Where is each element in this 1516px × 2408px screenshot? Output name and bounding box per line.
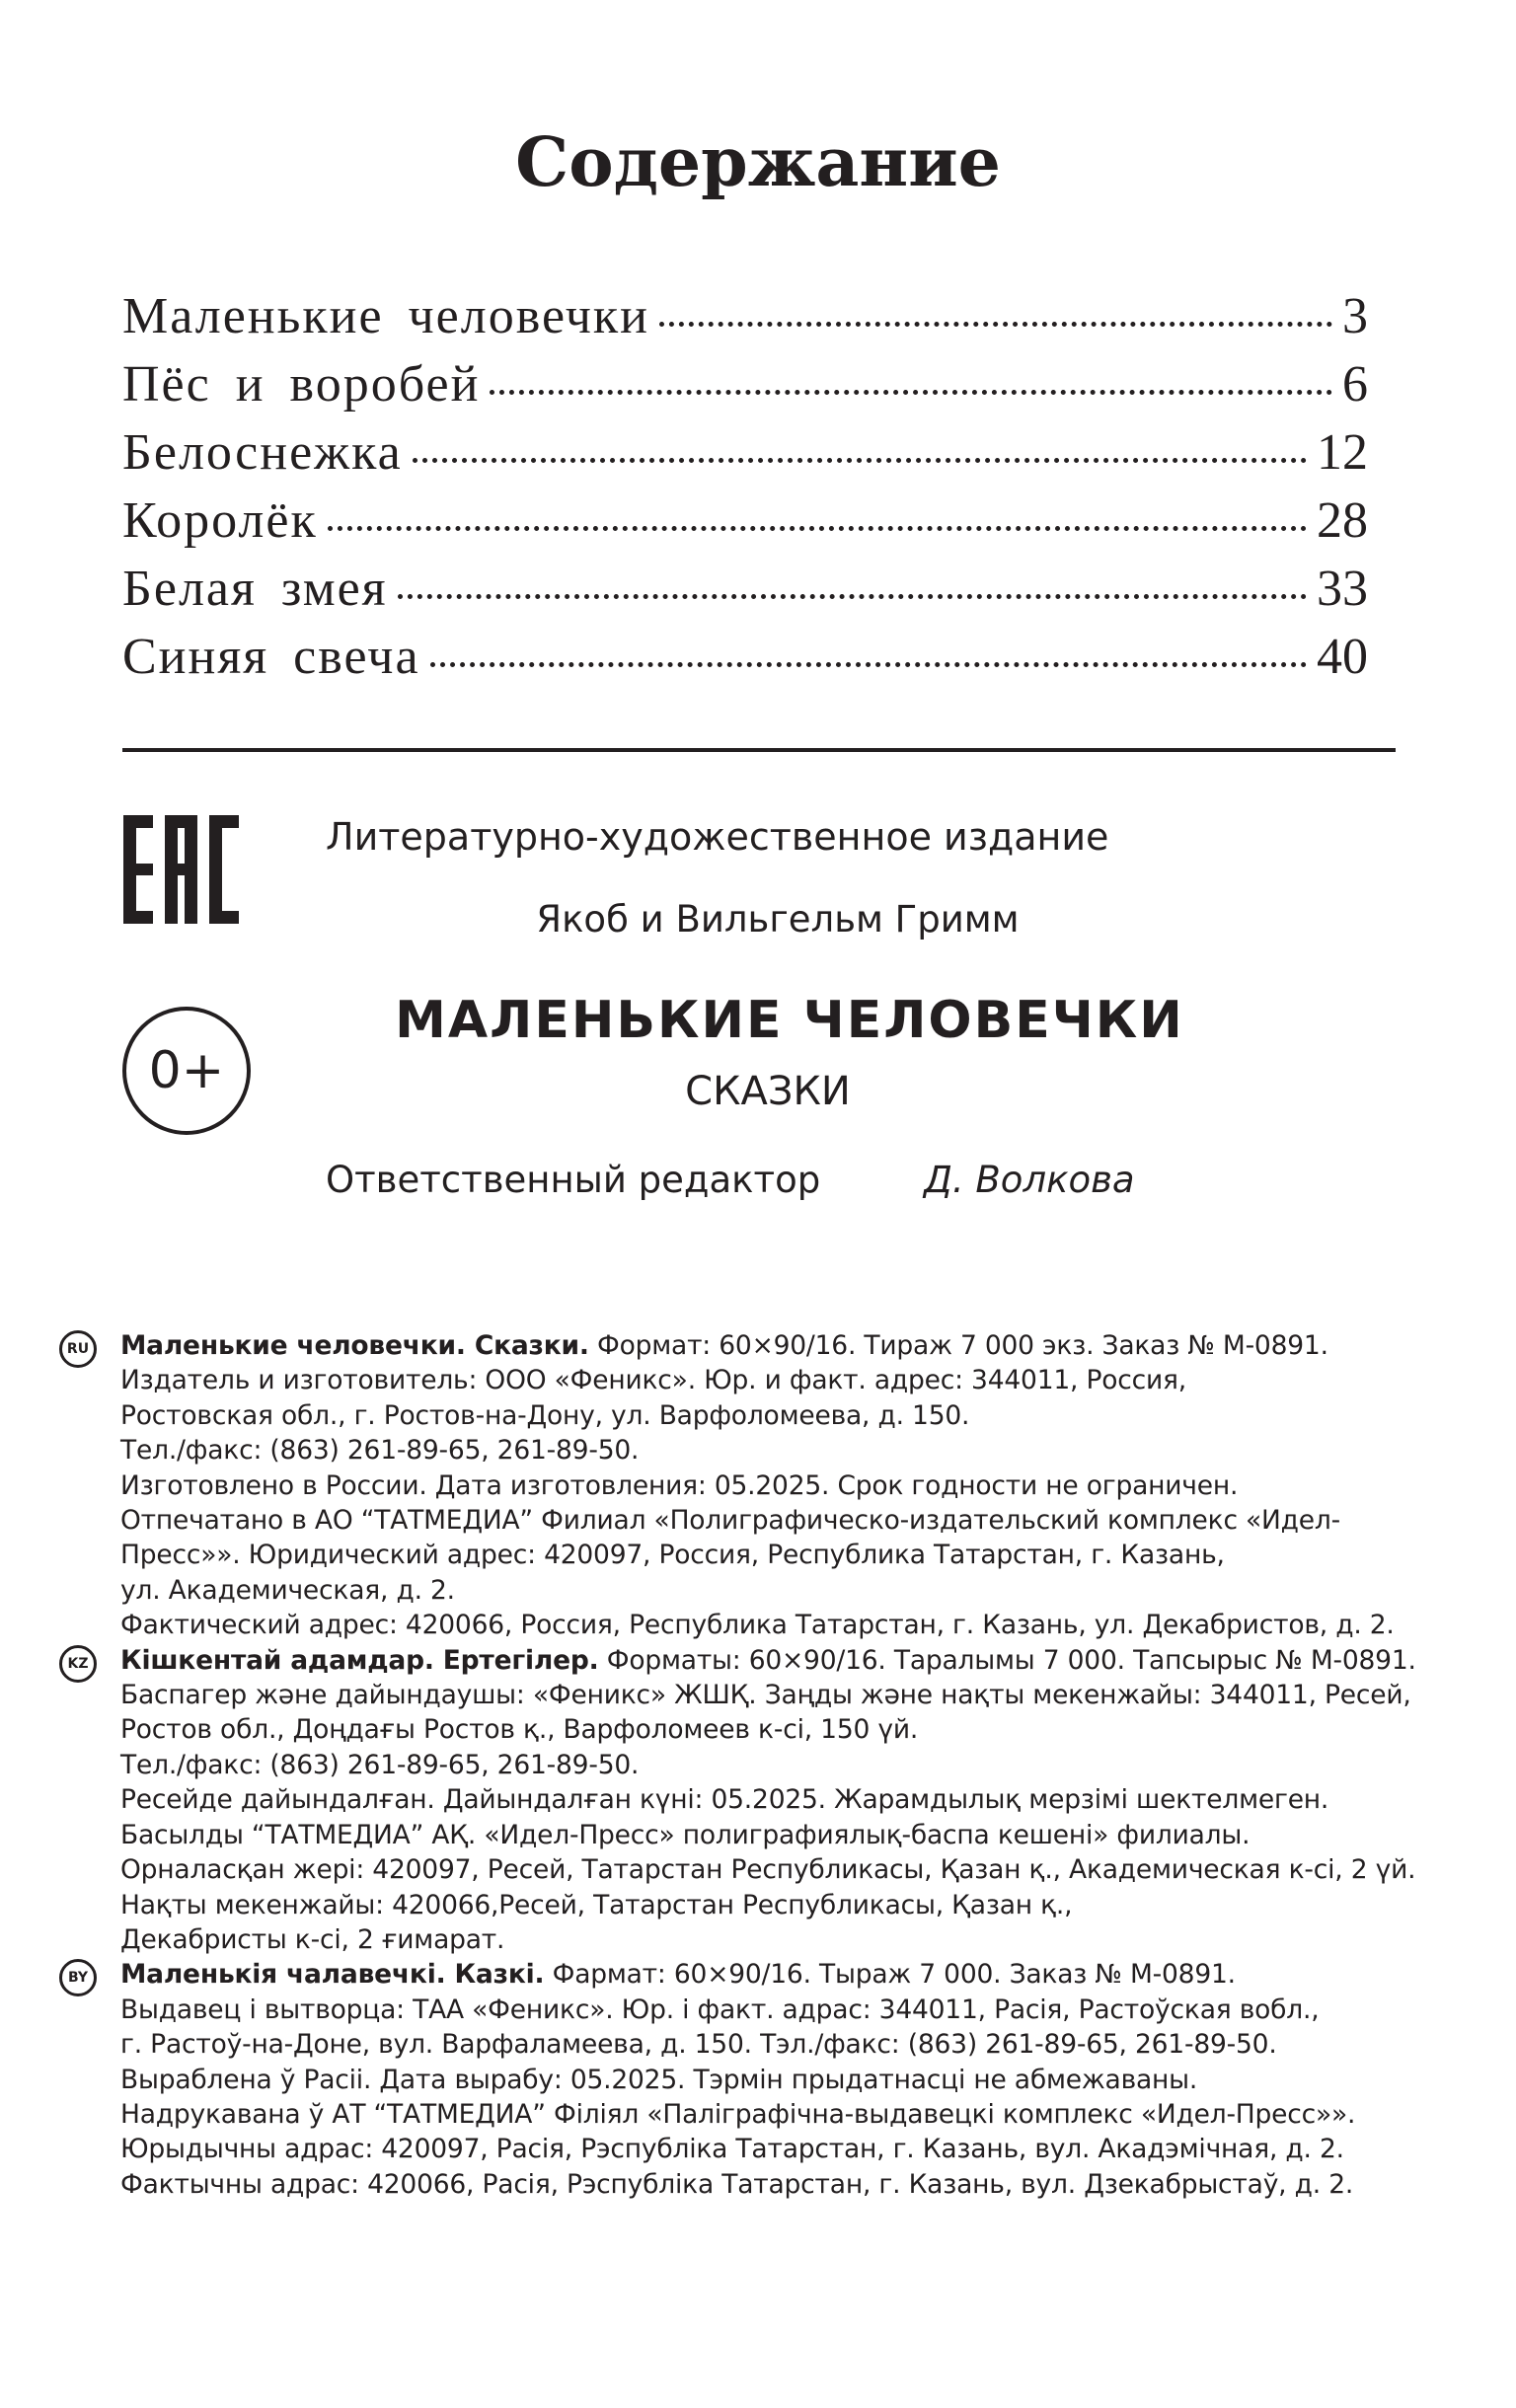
toc-entry-page: 28 xyxy=(1317,492,1368,549)
imprint-ru xyxy=(59,1328,1480,1643)
editor-name: Д. Волкова xyxy=(924,1159,1135,1201)
toc-entry-page: 6 xyxy=(1342,356,1368,413)
imprint-line: Надрукавана ў АТ “ТАТМЕДИА” Філіял «Паліграфічна-выдавецкі комплекс «Идел-Пресс»». xyxy=(120,2098,1356,2130)
imprint-lead-details: Формат: 60×90/16. Тираж 7 000 экз. Заказ № М-0891. xyxy=(588,1330,1328,1361)
imprint-line: Орналасқан жері: 420097, Ресей, Татарстан Республикасы, Қазан қ., Академическая к-сі, 2 үй. xyxy=(120,1854,1416,1886)
imprint-line: Декабристы к-сі, 2 ғимарат. xyxy=(120,1923,505,1955)
authors: Якоб и Вильгельм Гримм xyxy=(536,898,1020,941)
book-title: МАЛЕНЬКИЕ ЧЕЛОВЕЧКИ xyxy=(395,991,1184,1050)
imprint-by xyxy=(59,1957,1480,2202)
imprint-line: Пресс»». Юридический адрес: 420097, Россия, Республика Татарстан, г. Казань, xyxy=(120,1540,1225,1571)
edition-type: Литературно-художественное издание xyxy=(326,815,1109,859)
imprint-line: Тел./факс: (863) 261-89-65, 261-89-50. xyxy=(120,1749,640,1780)
imprint-line: Баспагер және дайындаушы: «Феникс» ЖШҚ. Заңды және нақты мекенжайы: 344011, Ресей, xyxy=(120,1680,1411,1711)
toc-entry-title: Маленькие человечки xyxy=(122,288,649,344)
imprint-line: г. Растоў-на-Доне, вул. Варфаламеева, д. 150. Тэл./факс: (863) 261-89-65, 261-89-50. xyxy=(120,2029,1277,2061)
imprint-line: Отпечатано в АО “ТАТМЕДИА” Филиал «Полиграфическо-издательский комплекс «Идел- xyxy=(120,1505,1340,1537)
imprint-line: Басылды “ТАТМЕДИА” АҚ. «Идел-Пресс» полиграфиялық-баспа кешені» филиалы. xyxy=(120,1819,1251,1850)
imprint-lead-details: Форматы: 60×90/16. Таралымы 7 000. Тапсырыс № М-0891. xyxy=(598,1644,1416,1676)
book-genre: СКАЗКИ xyxy=(685,1069,851,1114)
imprint-kz xyxy=(59,1643,1480,1958)
language-badge-ru: RU xyxy=(59,1330,97,1368)
contents-heading: Содержание xyxy=(515,123,1001,202)
imprint-line: Юрыдычны адрас: 420097, Расія, Рэспубліка Татарстан, г. Казань, вул. Акадэмічная, д. 2. xyxy=(120,2134,1344,2165)
toc-leader-dots xyxy=(490,390,1332,395)
toc-leader-dots xyxy=(328,526,1307,531)
imprint-line: Выдавец і вытворца: ТАА «Феникс». Юр. і факт. адрас: 344011, Расія, Растоўская вобл., xyxy=(120,1994,1320,2025)
toc-entry-title: Белоснежка xyxy=(122,424,403,481)
section-divider xyxy=(122,748,1396,752)
toc-entry xyxy=(122,282,1368,350)
age-rating-badge: 0+ xyxy=(122,1007,251,1135)
imprint-line: Нақты мекенжайы: 420066,Ресей, Татарстан Республикасы, Қазан қ., xyxy=(120,1889,1073,1920)
imprint-line: Фактический адрес: 420066, Россия, Республика Татарстан, г. Казань, ул. Декабристов, д. 2. xyxy=(120,1610,1395,1641)
imprint-line: Издатель и изготовитель: ООО «Феникс». Юр. и факт. адрес: 344011, Россия, xyxy=(120,1365,1186,1396)
imprint-block xyxy=(59,1328,1480,2202)
toc-entry-page: 40 xyxy=(1317,629,1368,685)
table-of-contents xyxy=(122,282,1368,691)
language-badge-kz: KZ xyxy=(59,1645,97,1683)
toc-entry-title: Королёк xyxy=(122,492,318,549)
toc-entry xyxy=(122,418,1368,487)
toc-leader-dots xyxy=(413,458,1307,463)
imprint-lead-title: Маленькія чалавечкі. Казкі. xyxy=(120,1959,545,1991)
imprint-lead xyxy=(120,1643,1480,1678)
toc-leader-dots xyxy=(398,594,1307,599)
imprint-line: Выраблена ў Расіі. Дата вырабу: 05.2025. Тэрмін прыдатнасці не абмежаваны. xyxy=(120,2064,1198,2095)
toc-entry-page: 3 xyxy=(1342,288,1368,344)
imprint-line: Тел./факс: (863) 261-89-65, 261-89-50. xyxy=(120,1435,640,1467)
toc-entry-title: Пёс и воробей xyxy=(122,356,481,413)
imprint-line: Изготовлено в России. Дата изготовления: 05.2025. Срок годности не ограничен. xyxy=(120,1469,1239,1501)
toc-leader-dots xyxy=(659,322,1332,327)
imprint-line: Ростов обл., Доңдағы Ростов қ., Варфоломеев к-сі, 150 үй. xyxy=(120,1714,919,1746)
toc-entry xyxy=(122,623,1368,691)
imprint-line: Фактычны адрас: 420066, Расія, Рэспубліка Татарстан, г. Казань, вул. Дзекабрыстаў, д. 2. xyxy=(120,2168,1354,2200)
imprint-lead-title: Маленькие человечки. Сказки. xyxy=(120,1330,589,1361)
toc-leader-dots xyxy=(430,662,1307,667)
imprint-lead xyxy=(120,1957,1480,1992)
toc-entry-title: Синяя свеча xyxy=(122,629,420,685)
imprint-lead-title: Кішкентай адамдар. Ертегілер. xyxy=(120,1644,599,1676)
imprint-lead-details: Фармат: 60×90/16. Тыраж 7 000. Заказ № М-0891. xyxy=(544,1959,1236,1991)
language-badge-by: BY xyxy=(59,1959,97,1996)
toc-entry xyxy=(122,350,1368,418)
imprint-lead xyxy=(120,1328,1480,1363)
editor-label: Ответственный редактор xyxy=(326,1159,821,1201)
toc-entry-title: Белая змея xyxy=(122,561,388,617)
toc-entry xyxy=(122,555,1368,623)
toc-entry-page: 12 xyxy=(1317,424,1368,481)
toc-entry-page: 33 xyxy=(1317,561,1368,617)
imprint-line: ул. Академическая, д. 2. xyxy=(120,1574,455,1606)
imprint-line: Ростовская обл., г. Ростов-на-Дону, ул. Варфоломеева, д. 150. xyxy=(120,1399,970,1431)
imprint-line: Ресейде дайындалған. Дайындалған күні: 05.2025. Жарамдылық мерзімі шектелмеген. xyxy=(120,1784,1329,1816)
toc-entry xyxy=(122,487,1368,555)
